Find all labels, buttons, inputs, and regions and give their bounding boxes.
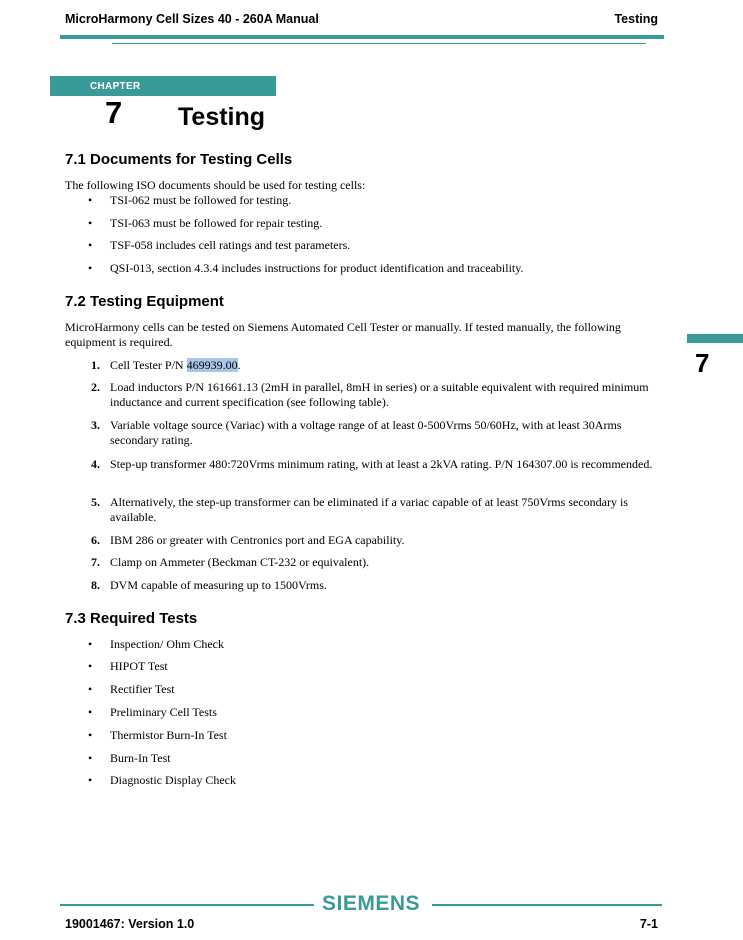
chapter-number: 7 (105, 95, 123, 130)
bullet-marker: • (88, 773, 93, 787)
footer-doc-version: 19001467: Version 1.0 (65, 917, 195, 931)
siemens-logo: SIEMENS (322, 892, 421, 915)
section-intro: MicroHarmony cells can be tested on Siemens Automated Cell Tester or manually. If tested manually, the following equipment is required. (65, 320, 621, 349)
list-item: Diagnostic Display Check (110, 773, 236, 787)
side-tab-bar (687, 334, 743, 343)
list-number: 5. (91, 495, 100, 509)
list-item: Load inductors P/N 161661.13 (2mH in parallel, 8mH in series) or a suitable equivalent with required minimum inductance and current specification (see following table). (110, 380, 649, 409)
list-item: Preliminary Cell Tests (110, 705, 217, 719)
chapter-label-bar (50, 76, 276, 96)
list-item: TSI-062 must be followed for testing. (110, 193, 292, 207)
bullet-marker: • (88, 261, 93, 275)
list-number: 6. (91, 533, 100, 547)
list-number: 2. (91, 380, 100, 394)
footer-rule-left (60, 904, 314, 906)
list-item: Inspection/ Ohm Check (110, 637, 224, 651)
section-heading: 7.1 Documents for Testing Cells (65, 151, 293, 168)
bullet-marker: • (88, 216, 93, 230)
header-rule-thick (60, 35, 664, 39)
list-item: DVM capable of measuring up to 1500Vrms. (110, 578, 327, 592)
side-tab-number: 7 (695, 348, 710, 378)
list-item: Clamp on Ammeter (Beckman CT-232 or equivalent). (110, 555, 370, 569)
running-header-section: Testing (614, 12, 658, 26)
list-item: Alternatively, the step-up transformer can be eliminated if a variac capable of at least 750Vrms secondary is available. (110, 495, 628, 524)
bullet-marker: • (88, 238, 93, 252)
section-heading: 7.2 Testing Equipment (65, 293, 224, 310)
bullet-marker: • (88, 728, 93, 742)
bullet-marker: • (88, 637, 93, 651)
list-number: 3. (91, 418, 100, 432)
bullet-marker: • (88, 705, 93, 719)
section-heading: 7.3 Required Tests (65, 610, 198, 627)
list-item: QSI-013, section 4.3.4 includes instructions for product identification and traceability. (110, 261, 524, 275)
list-item: Step-up transformer 480:720Vrms minimum rating, with at least a 2kVA rating. P/N 164307.00 is recommended. (110, 457, 653, 471)
bullet-marker: • (88, 659, 93, 673)
list-item: TSI-063 must be followed for repair testing. (110, 216, 323, 230)
header-rule-thin (112, 43, 646, 44)
list-item: TSF-058 includes cell ratings and test parameters. (110, 238, 351, 252)
list-number: 4. (91, 457, 100, 471)
bullet-marker: • (88, 193, 93, 207)
list-item (110, 358, 660, 373)
list-number: 7. (91, 555, 100, 569)
footer-page-number: 7-1 (639, 917, 658, 931)
list-item-text: Cell Tester P/N (110, 358, 187, 372)
list-item: IBM 286 or greater with Centronics port and EGA capability. (110, 533, 405, 547)
footer-rule-right (432, 904, 662, 906)
bullet-marker: • (88, 682, 93, 696)
list-item: Burn-In Test (110, 751, 171, 765)
running-header-title: MicroHarmony Cell Sizes 40 - 260A Manual (65, 12, 319, 26)
list-item: Thermistor Burn-In Test (110, 728, 227, 742)
section-intro: The following ISO documents should be used for testing cells: (65, 178, 366, 192)
chapter-label: CHAPTER (90, 81, 141, 92)
list-item: HIPOT Test (110, 659, 168, 673)
list-number: 1. (91, 358, 100, 372)
list-item-text: . (237, 358, 241, 372)
bullet-marker: • (88, 751, 93, 765)
list-item: Variable voltage source (Variac) with a voltage range of at least 0-500Vrms 50/60Hz, with at least 30Arms secondary rating. (110, 418, 622, 447)
selected-part-number[interactable]: 469939.00 (186, 358, 238, 372)
chapter-title: Testing (178, 103, 266, 131)
list-item: Rectifier Test (110, 682, 175, 696)
list-number: 8. (91, 578, 100, 592)
